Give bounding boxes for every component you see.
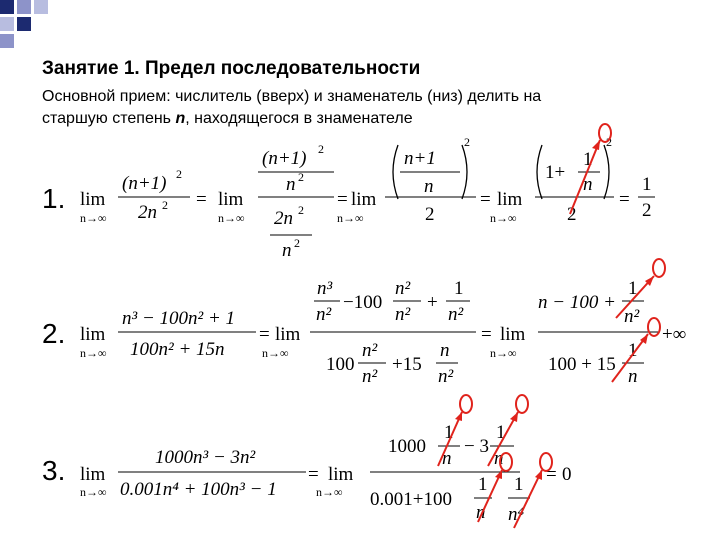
page-title: Занятие 1. Предел последовательности bbox=[42, 58, 421, 79]
eq3-f2-minus: − 3 bbox=[464, 436, 489, 457]
eq2-one: 1 bbox=[454, 278, 464, 299]
item-number-3: 3. bbox=[42, 455, 66, 486]
eq2-f3-den: 100 + 15 bbox=[548, 354, 616, 375]
eq1-f3-inner-den: n bbox=[424, 176, 434, 197]
svg-text:=: = bbox=[308, 464, 319, 485]
eq1-f2-den-num: 2n bbox=[274, 208, 293, 229]
eq1-sub-1: n→∞ bbox=[80, 211, 107, 225]
eq2-plus: + bbox=[427, 292, 438, 313]
svg-text:=: = bbox=[546, 464, 557, 485]
eq1-f2-num-den: n bbox=[286, 174, 296, 195]
subtitle-line-2a: старшую степень bbox=[42, 110, 176, 127]
eq1-f2-num-den-exp: 2 bbox=[298, 170, 304, 184]
eq2-f3-n2: n² bbox=[624, 306, 640, 327]
eq2-f3-one-a: 1 bbox=[628, 278, 638, 299]
subtitle-variable: n bbox=[175, 110, 186, 127]
eq2-n3-top: n³ bbox=[317, 278, 333, 299]
zero-mark-4 bbox=[460, 395, 472, 413]
eq3-f2-one-b: 1 bbox=[496, 422, 506, 443]
item-number-1: 1. bbox=[42, 183, 66, 214]
eq1-sub-2: n→∞ bbox=[218, 211, 245, 225]
eq2-n2-d: n² bbox=[448, 304, 464, 325]
eq1-f4-exp: 2 bbox=[606, 135, 612, 149]
eq1-f2-num-exp: 2 bbox=[318, 142, 324, 156]
eq1-f1-num: (n+1) bbox=[122, 173, 167, 194]
eq2-f1-den: 100n² + 15n bbox=[130, 339, 225, 360]
eq2-f3-num: n − 100 + bbox=[538, 292, 616, 313]
eq3-f2-one-c: 1 bbox=[478, 474, 488, 495]
eq1-f1-den-exp: 2 bbox=[162, 198, 168, 212]
eq3-f2-one-a: 1 bbox=[444, 422, 454, 443]
eq2-n2-c: n² bbox=[395, 304, 411, 325]
eq3-f2-n-b: n bbox=[494, 448, 504, 469]
zero-mark-3 bbox=[648, 318, 660, 336]
eq2-sub-2: n→∞ bbox=[262, 346, 289, 360]
subtitle-line-2b: , находящегося в знаменателе bbox=[185, 110, 413, 127]
eq2-n-a: n bbox=[440, 340, 450, 361]
eq1-f2-num-num: (n+1) bbox=[262, 148, 307, 169]
eq2-f3-one-b: 1 bbox=[628, 340, 638, 361]
eq3-sub-2: n→∞ bbox=[316, 485, 343, 499]
eq2-100: 100 bbox=[326, 354, 355, 375]
eq1-sub-3: n→∞ bbox=[337, 211, 364, 225]
svg-text:=: = bbox=[337, 189, 348, 210]
eq2-lim-2: lim bbox=[275, 324, 301, 345]
eq3-f1-num: 1000n³ − 3n² bbox=[155, 447, 256, 468]
eq2-n2-b: n² bbox=[395, 278, 411, 299]
eq2-lim-3: lim bbox=[500, 324, 526, 345]
eq2-f3-n: n bbox=[628, 366, 638, 387]
eq3-result: 0 bbox=[562, 464, 572, 485]
eq3-lim-2: lim bbox=[328, 464, 354, 485]
eq1-f2-den-den: n bbox=[282, 240, 292, 261]
eq2-n2-a: n² bbox=[316, 304, 332, 325]
eq2-n2-f: n² bbox=[362, 366, 378, 387]
eq3-f2-n-a: n bbox=[442, 448, 452, 469]
eq1-f4-frac-num: 1 bbox=[583, 149, 593, 170]
eq1-f2-den-num-exp: 2 bbox=[298, 203, 304, 217]
eq1-f3-den: 2 bbox=[425, 204, 435, 225]
eq1-result-den: 2 bbox=[642, 200, 652, 221]
svg-text:=: = bbox=[480, 189, 491, 210]
eq1-lim-4: lim bbox=[497, 189, 523, 210]
svg-text:=: = bbox=[196, 189, 207, 210]
subtitle-line-1: Основной прием: числитель (вверх) и знаменатель (низ) делить на bbox=[42, 88, 542, 105]
eq1-result-num: 1 bbox=[642, 174, 652, 195]
eq1-f4-frac-den: n bbox=[583, 174, 593, 195]
eq2-sub-3: n→∞ bbox=[490, 346, 517, 360]
eq1-f4-one: 1+ bbox=[545, 162, 566, 183]
eq1-lim-3: lim bbox=[351, 189, 377, 210]
eq2-result: +∞ bbox=[662, 324, 687, 345]
svg-text:=: = bbox=[481, 324, 492, 345]
eq2-lim-1: lim bbox=[80, 324, 106, 345]
eq1-lim-1: lim bbox=[80, 189, 106, 210]
eq3-f1-den: 0.001n⁴ + 100n³ − 1 bbox=[120, 479, 277, 500]
item-number-2: 2. bbox=[42, 318, 66, 349]
eq3-f2-n-c: n bbox=[476, 502, 486, 523]
eq1-f3-inner-num: n+1 bbox=[404, 148, 436, 169]
eq2-f1-num: n³ − 100n² + 1 bbox=[122, 308, 236, 329]
eq2-minus100: −100 bbox=[343, 292, 383, 313]
eq1-f1-num-exp: 2 bbox=[176, 167, 182, 181]
eq3-sub-1: n→∞ bbox=[80, 485, 107, 499]
eq2-sub-1: n→∞ bbox=[80, 346, 107, 360]
eq1-f2-den-den-exp: 2 bbox=[294, 236, 300, 250]
eq1-f3-exp: 2 bbox=[464, 135, 470, 149]
eq3-f2-one-d: 1 bbox=[514, 474, 524, 495]
eq2-plus15: +15 bbox=[392, 354, 422, 375]
eq2-n2-e: n² bbox=[362, 340, 378, 361]
eq3-lim-1: lim bbox=[80, 464, 106, 485]
eq1-f1-den: 2n bbox=[138, 202, 157, 223]
eq3-f2-den-a: 0.001+100 bbox=[370, 489, 452, 510]
zero-mark-2 bbox=[653, 259, 665, 277]
zero-mark-1 bbox=[599, 124, 611, 142]
eq1-lim-2: lim bbox=[218, 189, 244, 210]
eq1-sub-4: n→∞ bbox=[490, 211, 517, 225]
eq3-f2-num-a: 1000 bbox=[388, 436, 426, 457]
eq2-n2-g: n² bbox=[438, 366, 454, 387]
eq1-f4-den: 2 bbox=[567, 204, 577, 225]
svg-text:=: = bbox=[619, 189, 630, 210]
eq3-f2-n4: n⁴ bbox=[508, 504, 525, 525]
zero-mark-5 bbox=[516, 395, 528, 413]
svg-text:=: = bbox=[259, 324, 270, 345]
